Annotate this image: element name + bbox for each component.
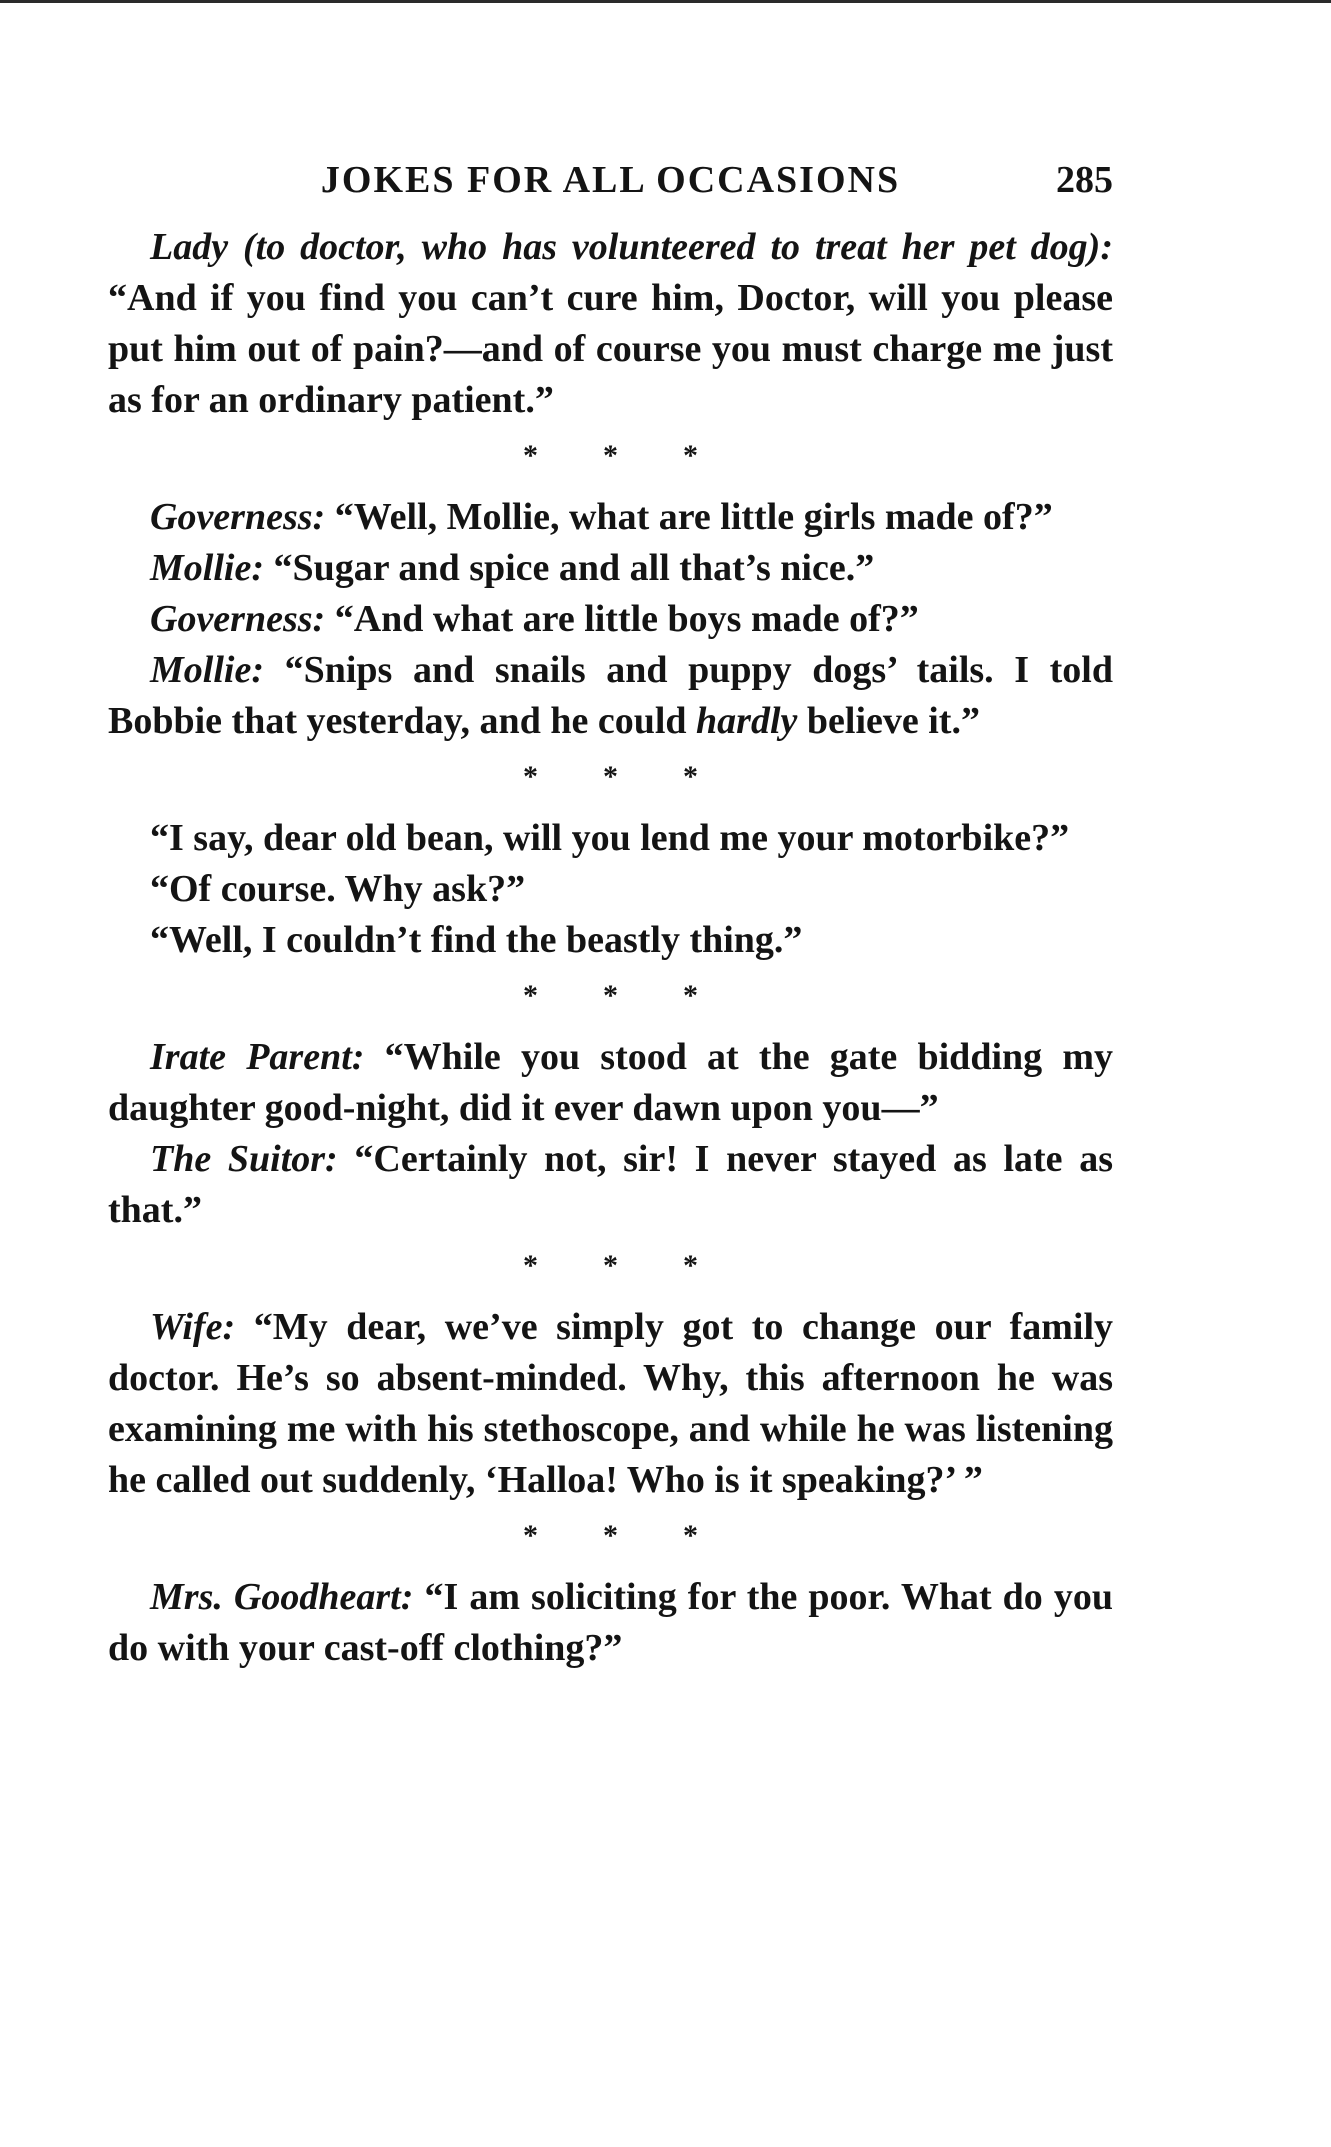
dialogue-text: “Well, Mollie, what are little girls made of?” <box>334 496 1053 538</box>
dialogue-text: “Snips and snails and puppy dogs’ tails. I told Bobbie that yesterday, and he could <box>108 649 1114 742</box>
joke-6-paragraph-1 <box>108 1572 1113 1674</box>
separator-asterisk: * <box>683 979 698 1012</box>
section-separator <box>108 426 1113 486</box>
dialogue-text: “My dear, we’ve simply got to change our family doctor. He’s so absent-minded. Why, this afternoon he was examining me with his stethoscope, and while he was listening he called out suddenly, ‘Halloa! Who is it speaking?’ ” <box>108 1306 1114 1501</box>
section-separator <box>108 1506 1113 1566</box>
joke-5-paragraph-1 <box>108 1302 1113 1506</box>
dialogue-text: “I am soliciting for the poor. What do you do with your cast-off clothing?” <box>108 1576 1114 1669</box>
dialogue-text: “And what are little boys made of?” <box>334 598 919 640</box>
joke-3-paragraph-2 <box>108 864 1113 915</box>
speaker-label: Governess: <box>150 598 326 640</box>
separator-asterisk: * <box>523 760 538 793</box>
separator-asterisk: * <box>603 979 618 1012</box>
speaker-label: Governess: <box>150 496 326 538</box>
separator-asterisk: * <box>683 1519 698 1552</box>
separator-asterisk: * <box>603 760 618 793</box>
section-separator <box>108 966 1113 1026</box>
separator-asterisk: * <box>603 1249 618 1282</box>
dialogue-text: believe it.” <box>806 700 980 742</box>
speaker-label: Wife: <box>150 1306 236 1348</box>
running-head <box>108 150 1113 222</box>
dialogue-text: “Certainly not, sir! I never stayed as late as that.” <box>108 1138 1113 1231</box>
dialogue-text: “And if you find you can’t cure him, Doctor, will you please put him out of pain?—and of course you must charge me just as for an ordinary patient.” <box>108 277 1113 421</box>
speaker-label: Mrs. Goodheart: <box>150 1576 414 1618</box>
joke-3-paragraph-1 <box>108 813 1113 864</box>
speaker-label: Irate Parent: <box>150 1036 365 1078</box>
book-page <box>108 150 1113 1674</box>
speaker-label: Mollie: <box>150 649 264 691</box>
section-separator <box>108 747 1113 807</box>
emphasized-word: hardly <box>696 700 798 742</box>
dialogue-text: “Well, I couldn’t find the beastly thing.” <box>150 919 803 961</box>
separator-asterisk: * <box>603 1519 618 1552</box>
joke-3-paragraph-3 <box>108 915 1113 966</box>
separator-asterisk: * <box>523 1519 538 1552</box>
separator-asterisk: * <box>523 979 538 1012</box>
separator-asterisk: * <box>683 1249 698 1282</box>
separator-asterisk: * <box>683 760 698 793</box>
top-border-line <box>0 0 1331 3</box>
section-separator <box>108 1236 1113 1296</box>
separator-asterisk: * <box>523 439 538 472</box>
joke-4-paragraph-2 <box>108 1134 1113 1236</box>
speaker-label: The Suitor: <box>150 1138 338 1180</box>
speaker-label: Mollie: <box>150 547 264 589</box>
page-number: 285 <box>1056 159 1113 201</box>
dialogue-text: “While you stood at the gate bidding my daughter good-night, did it ever dawn upon you—” <box>108 1036 1113 1129</box>
dialogue-text: “I say, dear old bean, will you lend me your motorbike?” <box>150 817 1070 859</box>
joke-4-paragraph-1 <box>108 1032 1113 1134</box>
dialogue-text: “Of course. Why ask?” <box>150 868 526 910</box>
speaker-label: Lady (to doctor, who has volunteered to treat her pet dog): <box>150 226 1113 268</box>
joke-2-paragraph-4 <box>108 645 1113 747</box>
separator-asterisk: * <box>683 439 698 472</box>
joke-2-paragraph-1 <box>108 492 1113 543</box>
separator-asterisk: * <box>603 439 618 472</box>
joke-1-paragraph-1 <box>108 222 1113 426</box>
joke-2-paragraph-2 <box>108 543 1113 594</box>
page-body <box>108 222 1113 1674</box>
dialogue-text: “Sugar and spice and all that’s nice.” <box>273 547 875 589</box>
joke-2-paragraph-3 <box>108 594 1113 645</box>
separator-asterisk: * <box>523 1249 538 1282</box>
running-title: JOKES FOR ALL OCCASIONS <box>320 159 901 201</box>
